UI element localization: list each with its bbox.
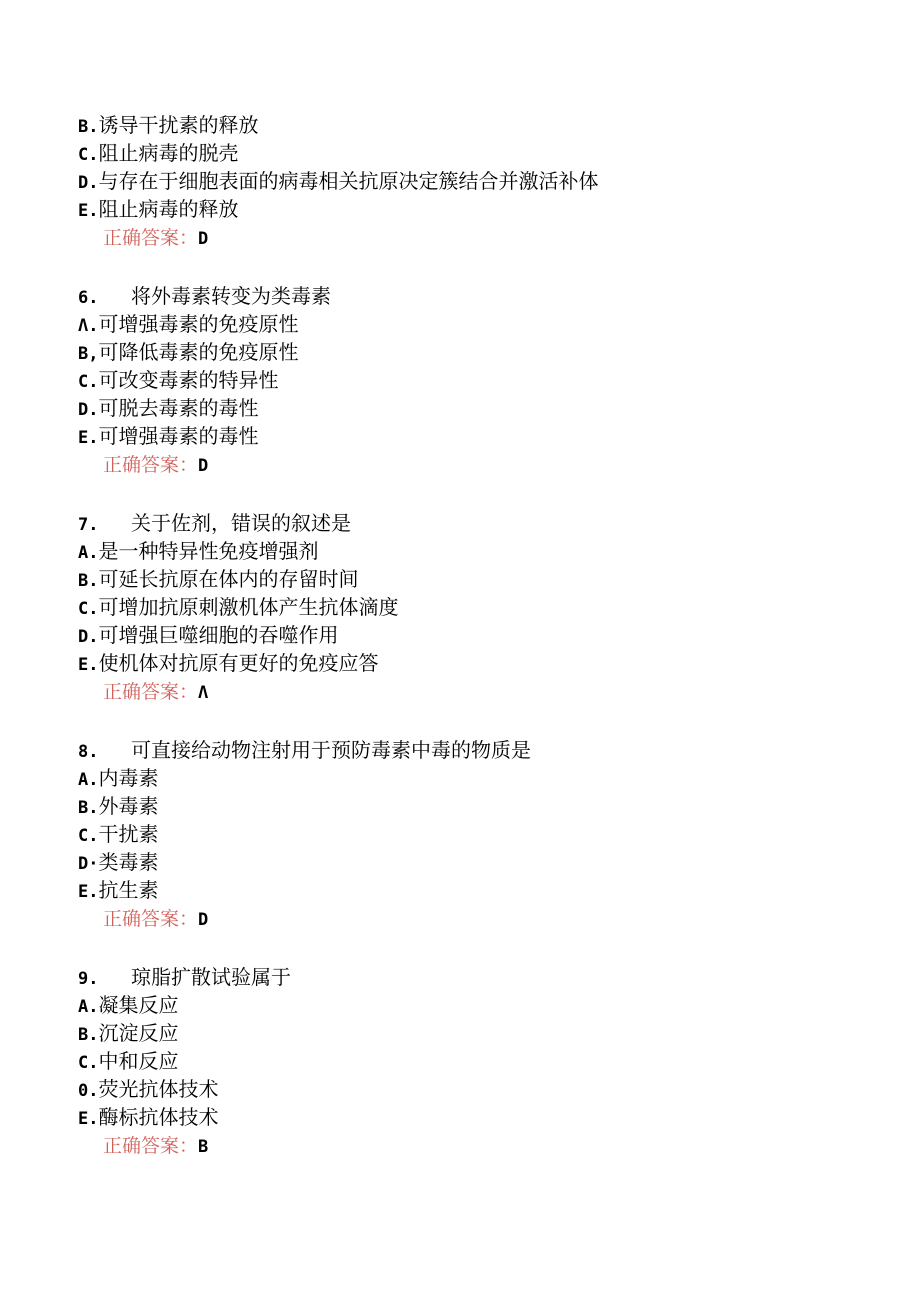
answer-label: 正确答案：	[103, 227, 199, 249]
option-text: 可增加抗原刺激机体产生抗体滴度	[98, 595, 399, 619]
question-number: 6.	[78, 288, 99, 308]
option-text: 中和反应	[98, 1049, 179, 1073]
option-c	[78, 820, 878, 848]
question-text: 可直接给动物注射用于预防毒素中毒的物质是	[131, 738, 531, 762]
option-label: C.	[78, 826, 99, 846]
option-text: 可延长抗原在体内的存留时间	[98, 567, 359, 591]
question-stem	[78, 736, 878, 764]
option-label: B.	[78, 117, 99, 137]
question-6	[78, 282, 878, 478]
correct-answer	[78, 904, 878, 932]
option-label: 0.	[78, 1081, 99, 1101]
option-c	[78, 593, 878, 621]
option-label: E.	[78, 655, 99, 675]
option-text: 与存在于细胞表面的病毒相关抗原决定簇结合并激活补体	[98, 169, 599, 193]
answer-value: D	[198, 456, 209, 476]
option-text: 类毒素	[98, 850, 159, 874]
option-d	[78, 167, 878, 195]
option-b	[78, 792, 878, 820]
question-text: 琼脂扩散试验属于	[131, 965, 291, 989]
option-label: D.	[78, 173, 99, 193]
correct-answer	[78, 1131, 878, 1159]
option-label: B.	[78, 1025, 99, 1045]
question-5-continuation	[78, 111, 878, 251]
option-a	[78, 991, 878, 1019]
option-label: E.	[78, 201, 99, 221]
option-e	[78, 195, 878, 223]
answer-label: 正确答案：	[103, 908, 199, 930]
correct-answer	[78, 450, 878, 478]
option-text: 酶标抗体技术	[98, 1105, 219, 1129]
option-e	[78, 876, 878, 904]
option-text: 阻止病毒的释放	[98, 197, 239, 221]
option-label: E.	[78, 882, 99, 902]
option-text: 凝集反应	[98, 993, 179, 1017]
option-label: Λ.	[78, 316, 99, 336]
option-a	[78, 537, 878, 565]
question-text: 关于佐剂，错误的叙述是	[131, 511, 351, 535]
option-text: 使机体对抗原有更好的免疫应答	[98, 651, 379, 675]
option-label: A.	[78, 543, 99, 563]
option-text: 外毒素	[98, 794, 159, 818]
option-text: 干扰素	[98, 822, 159, 846]
option-label: D·	[78, 854, 99, 874]
option-text: 可增强毒素的毒性	[98, 424, 259, 448]
option-label: B,	[78, 344, 99, 364]
option-b	[78, 111, 878, 139]
question-number: 8.	[78, 742, 99, 762]
answer-label: 正确答案：	[103, 1135, 199, 1157]
answer-label: 正确答案：	[103, 454, 199, 476]
question-stem	[78, 509, 878, 537]
question-stem	[78, 282, 878, 310]
option-label: E.	[78, 428, 99, 448]
option-text: 荧光抗体技术	[98, 1077, 219, 1101]
option-text: 可改变毒素的特异性	[98, 368, 279, 392]
option-label: C.	[78, 372, 99, 392]
correct-answer	[78, 677, 878, 705]
option-label: C.	[78, 145, 99, 165]
option-label: A.	[78, 997, 99, 1017]
option-b	[78, 338, 878, 366]
option-b	[78, 1019, 878, 1047]
option-text: 诱导干扰素的释放	[98, 113, 259, 137]
option-a	[78, 764, 878, 792]
option-text: 可增强毒素的免疫原性	[98, 312, 299, 336]
answer-value: B	[198, 1137, 209, 1157]
question-text: 将外毒素转变为类毒素	[131, 284, 331, 308]
option-label: C.	[78, 599, 99, 619]
option-d	[78, 394, 878, 422]
option-text: 可降低毒素的免疫原性	[98, 340, 299, 364]
question-9	[78, 963, 878, 1159]
option-d	[78, 1075, 878, 1103]
option-label: A.	[78, 770, 99, 790]
option-text: 是一种特异性免疫增强剂	[98, 539, 319, 563]
option-d	[78, 848, 878, 876]
option-e	[78, 1103, 878, 1131]
question-number: 7.	[78, 515, 99, 535]
question-7	[78, 509, 878, 705]
question-stem	[78, 963, 878, 991]
option-c	[78, 139, 878, 167]
question-8	[78, 736, 878, 932]
option-text: 阻止病毒的脱壳	[98, 141, 239, 165]
option-c	[78, 366, 878, 394]
option-label: B.	[78, 798, 99, 818]
answer-label: 正确答案：	[103, 681, 199, 703]
option-text: 可增强巨噬细胞的吞噬作用	[98, 623, 339, 647]
option-b	[78, 565, 878, 593]
answer-value: Λ	[198, 683, 209, 703]
option-label: E.	[78, 1109, 99, 1129]
answer-value: D	[198, 910, 209, 930]
option-text: 沉淀反应	[98, 1021, 179, 1045]
option-e	[78, 422, 878, 450]
option-a	[78, 310, 878, 338]
option-text: 内毒素	[98, 766, 159, 790]
answer-value: D	[198, 229, 209, 249]
question-number: 9.	[78, 969, 99, 989]
option-d	[78, 621, 878, 649]
option-label: D.	[78, 400, 99, 420]
option-label: D.	[78, 627, 99, 647]
option-text: 可脱去毒素的毒性	[98, 396, 259, 420]
correct-answer	[78, 223, 878, 251]
option-label: B.	[78, 571, 99, 591]
option-c	[78, 1047, 878, 1075]
option-label: C.	[78, 1053, 99, 1073]
option-e	[78, 649, 878, 677]
option-text: 抗生素	[98, 878, 159, 902]
